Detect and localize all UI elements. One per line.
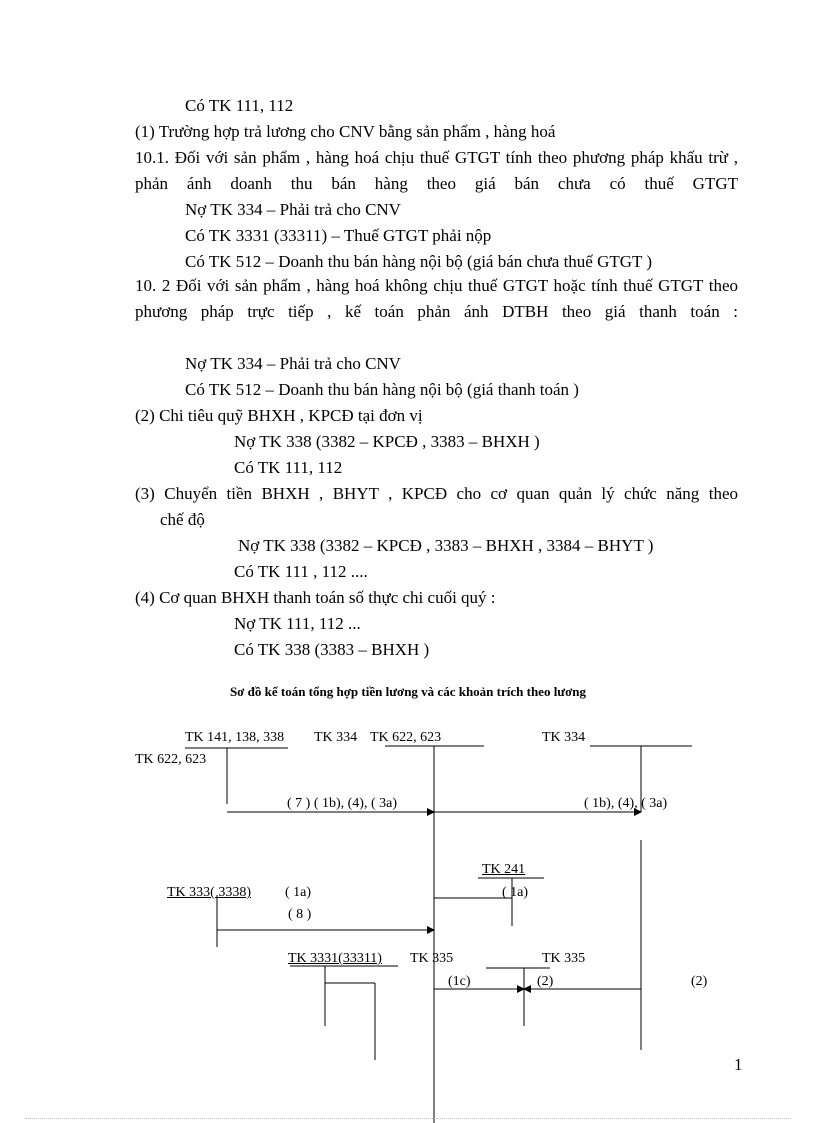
entry-credit-cash-c: Có TK 111 , 112 .... (234, 562, 368, 581)
entry-debit-334-a: Nợ TK 334 – Phải trả cho CNV (185, 200, 401, 219)
label-tk-335-b: TK 335 (542, 951, 586, 966)
label-tk-622-a: TK 622, 623 (370, 730, 442, 745)
entry-credit-3331: Có TK 3331 (33311) – Thuế GTGT phải nộp (185, 226, 492, 245)
diagram-title: Sơ đồ kế toán tổng hợp tiền lương và các khoản trích theo lương (229, 684, 587, 699)
paragraph-10-2: 10. 2 Đối với sản phẩm , hàng hoá không chịu thuế GTGT hoặc tính thuế GTGT theo phương pháp trực tiếp , kế toán phản ánh DTBH theo giá thanh toán : (135, 276, 738, 321)
entry-credit-338: Có TK 338 (3383 – BHXH ) (234, 640, 430, 659)
label-tk-622-b: TK 622, 623 (135, 752, 207, 767)
label-tk-241: TK 241 (482, 862, 526, 877)
label-arrow-row1-left: ( 7 ) ( 1b), (4), ( 3a) (287, 796, 398, 811)
label-tk-335-a: TK 335 (410, 951, 454, 966)
label-tk-334-a: TK 334 (314, 730, 358, 745)
entry-credit-512-b: Có TK 512 – Doanh thu bán hàng nội bộ (giá thanh toán ) (185, 380, 579, 399)
label-1a: ( 1a) (285, 885, 312, 900)
paragraph-10-1: 10.1. Đối với sản phẩm , hàng hoá chịu thuế GTGT tính theo phương pháp khấu trừ , phản ánh doanh thu bán hàng theo giá bán chưa có thuế GTGT (135, 148, 738, 193)
case-4-heading: (4) Cơ quan BHXH thanh toán số thực chi cuối quý : (135, 588, 496, 607)
case-1-heading: (1) Trường hợp trả lương cho CNV bằng sản phẩm , hàng hoá (135, 122, 556, 141)
label-2: (2) (537, 974, 554, 989)
label-tk-141: TK 141, 138, 338 (185, 730, 285, 745)
entry-debit-338-a: Nợ TK 338 (3382 – KPCĐ , 3383 – BHXH ) (234, 432, 540, 451)
label-tk-333: TK 333( 3338) (167, 885, 251, 900)
case-2-heading: (2) Chi tiêu quỹ BHXH , KPCĐ tại đơn vị (135, 406, 423, 425)
entry-credit-cash: Có TK 111, 112 (185, 96, 294, 115)
label-tk-334-b: TK 334 (542, 730, 586, 745)
entry-debit-cash: Nợ TK 111, 112 ... (234, 614, 361, 633)
entry-debit-334-b: Nợ TK 334 – Phải trả cho CNV (185, 354, 401, 373)
label-2-b: (2) (691, 974, 708, 989)
case-3-heading-cont: chế độ (160, 510, 205, 529)
entry-credit-512-a: Có TK 512 – Doanh thu bán hàng nội bộ (giá bán chưa thuế GTGT ) (185, 252, 653, 271)
entry-credit-cash-b: Có TK 111, 112 (234, 458, 343, 477)
case-3-heading: (3) Chuyển tiền BHXH , BHYT , KPCĐ cho cơ quan quản lý chức năng theo (135, 484, 738, 503)
label-1c: (1c) (448, 974, 471, 989)
label-arrow-row1-right: ( 1b), (4), ( 3a) (584, 796, 668, 811)
page-number: 1 (734, 1055, 743, 1074)
footer-divider (25, 1118, 791, 1119)
label-1a-b: ( 1a) (502, 885, 529, 900)
label-8: ( 8 ) (288, 907, 312, 922)
entry-debit-338-b: Nợ TK 338 (3382 – KPCĐ , 3383 – BHXH , 3384 – BHYT ) (238, 536, 654, 555)
label-tk-3331: TK 3331(33311) (288, 951, 382, 966)
